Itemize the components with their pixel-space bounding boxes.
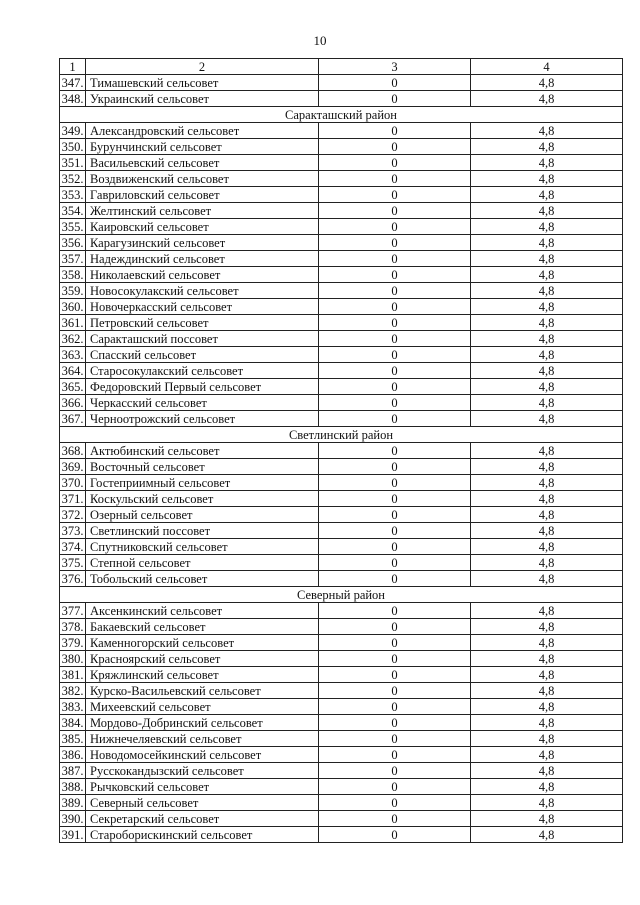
municipality-name: Русскокандызский сельсовет [86, 763, 319, 779]
value-col-3: 0 [319, 731, 471, 747]
value-col-4: 4,8 [471, 651, 623, 667]
value-col-4: 4,8 [471, 555, 623, 571]
row-number: 380. [60, 651, 86, 667]
value-col-3: 0 [319, 331, 471, 347]
table-row [60, 667, 623, 683]
value-col-4: 4,8 [471, 539, 623, 555]
row-number: 382. [60, 683, 86, 699]
municipality-name: Спасский сельсовет [86, 347, 319, 363]
value-col-4: 4,8 [471, 667, 623, 683]
value-col-3: 0 [319, 283, 471, 299]
value-col-3: 0 [319, 155, 471, 171]
value-col-4: 4,8 [471, 635, 623, 651]
municipality-name: Тобольский сельсовет [86, 571, 319, 587]
municipality-name: Актюбинский сельсовет [86, 443, 319, 459]
value-col-4: 4,8 [471, 747, 623, 763]
header-cell-3: 3 [319, 59, 471, 75]
value-col-4: 4,8 [471, 251, 623, 267]
table-row [60, 763, 623, 779]
row-number: 362. [60, 331, 86, 347]
section-title: Северный район [60, 587, 623, 603]
value-col-3: 0 [319, 443, 471, 459]
section-title: Светлинский район [60, 427, 623, 443]
table-row [60, 747, 623, 763]
row-number: 389. [60, 795, 86, 811]
table-row [60, 395, 623, 411]
value-col-3: 0 [319, 379, 471, 395]
value-col-4: 4,8 [471, 683, 623, 699]
value-col-3: 0 [319, 555, 471, 571]
row-number: 366. [60, 395, 86, 411]
row-number: 370. [60, 475, 86, 491]
municipality-name: Староборискинский сельсовет [86, 827, 319, 843]
value-col-3: 0 [319, 411, 471, 427]
value-col-4: 4,8 [471, 763, 623, 779]
table-row [60, 715, 623, 731]
table-row [60, 139, 623, 155]
table-row [60, 91, 623, 107]
table-row [60, 283, 623, 299]
value-col-4: 4,8 [471, 347, 623, 363]
row-number: 347. [60, 75, 86, 91]
value-col-4: 4,8 [471, 123, 623, 139]
row-number: 348. [60, 91, 86, 107]
table-row [60, 779, 623, 795]
municipality-name: Кряжлинский сельсовет [86, 667, 319, 683]
value-col-3: 0 [319, 715, 471, 731]
municipality-name: Украинский сельсовет [86, 91, 319, 107]
table-row [60, 363, 623, 379]
value-col-4: 4,8 [471, 91, 623, 107]
municipality-name: Коскульский сельсовет [86, 491, 319, 507]
table-row [60, 491, 623, 507]
municipality-name: Спутниковский сельсовет [86, 539, 319, 555]
header-cell-2: 2 [86, 59, 319, 75]
row-number: 384. [60, 715, 86, 731]
municipality-name: Тимашевский сельсовет [86, 75, 319, 91]
value-col-3: 0 [319, 795, 471, 811]
value-col-4: 4,8 [471, 779, 623, 795]
municipality-name: Каменногорский сельсовет [86, 635, 319, 651]
row-number: 378. [60, 619, 86, 635]
value-col-3: 0 [319, 523, 471, 539]
value-col-3: 0 [319, 347, 471, 363]
value-col-3: 0 [319, 251, 471, 267]
municipality-name: Николаевский сельсовет [86, 267, 319, 283]
value-col-4: 4,8 [471, 507, 623, 523]
table-row [60, 811, 623, 827]
row-number: 374. [60, 539, 86, 555]
value-col-4: 4,8 [471, 155, 623, 171]
row-number: 372. [60, 507, 86, 523]
row-number: 352. [60, 171, 86, 187]
table-row [60, 443, 623, 459]
row-number: 375. [60, 555, 86, 571]
municipality-name: Михеевский сельсовет [86, 699, 319, 715]
section-row [60, 427, 623, 443]
row-number: 349. [60, 123, 86, 139]
value-col-3: 0 [319, 139, 471, 155]
row-number: 357. [60, 251, 86, 267]
municipality-name: Старосокулакский сельсовет [86, 363, 319, 379]
value-col-4: 4,8 [471, 283, 623, 299]
value-col-4: 4,8 [471, 379, 623, 395]
table-row [60, 571, 623, 587]
table-row [60, 251, 623, 267]
value-col-4: 4,8 [471, 219, 623, 235]
table-row [60, 155, 623, 171]
row-number: 351. [60, 155, 86, 171]
row-number: 390. [60, 811, 86, 827]
section-title: Саракташский район [60, 107, 623, 123]
header-cell-4: 4 [471, 59, 623, 75]
value-col-3: 0 [319, 363, 471, 379]
value-col-3: 0 [319, 171, 471, 187]
value-col-4: 4,8 [471, 299, 623, 315]
value-col-3: 0 [319, 571, 471, 587]
table-row [60, 235, 623, 251]
row-number: 386. [60, 747, 86, 763]
municipality-name: Гавриловский сельсовет [86, 187, 319, 203]
table-row [60, 379, 623, 395]
table-row [60, 507, 623, 523]
value-col-4: 4,8 [471, 75, 623, 91]
row-number: 363. [60, 347, 86, 363]
table-row [60, 219, 623, 235]
value-col-4: 4,8 [471, 475, 623, 491]
row-number: 385. [60, 731, 86, 747]
municipality-name: Бурунчинский сельсовет [86, 139, 319, 155]
municipality-name: Восточный сельсовет [86, 459, 319, 475]
municipality-name: Рычковский сельсовет [86, 779, 319, 795]
row-number: 358. [60, 267, 86, 283]
value-col-3: 0 [319, 75, 471, 91]
value-col-3: 0 [319, 235, 471, 251]
table-row [60, 315, 623, 331]
value-col-4: 4,8 [471, 459, 623, 475]
value-col-4: 4,8 [471, 267, 623, 283]
value-col-3: 0 [319, 203, 471, 219]
row-number: 369. [60, 459, 86, 475]
row-number: 356. [60, 235, 86, 251]
municipality-name: Федоровский Первый сельсовет [86, 379, 319, 395]
value-col-4: 4,8 [471, 203, 623, 219]
municipality-name: Черкасский сельсовет [86, 395, 319, 411]
municipality-name: Новочеркасский сельсовет [86, 299, 319, 315]
row-number: 354. [60, 203, 86, 219]
municipality-name: Аксенкинский сельсовет [86, 603, 319, 619]
row-number: 368. [60, 443, 86, 459]
municipality-name: Мордово-Добринский сельсовет [86, 715, 319, 731]
table-row [60, 699, 623, 715]
table-row [60, 683, 623, 699]
table-row [60, 539, 623, 555]
header-cell-1: 1 [60, 59, 86, 75]
row-number: 359. [60, 283, 86, 299]
municipality-name: Саракташский поссовет [86, 331, 319, 347]
municipality-name: Александровский сельсовет [86, 123, 319, 139]
value-col-3: 0 [319, 459, 471, 475]
table-row [60, 731, 623, 747]
row-number: 353. [60, 187, 86, 203]
value-col-4: 4,8 [471, 619, 623, 635]
value-col-4: 4,8 [471, 523, 623, 539]
row-number: 367. [60, 411, 86, 427]
table-header-row [60, 59, 623, 75]
table-row [60, 827, 623, 843]
municipality-name: Нижнечеляевский сельсовет [86, 731, 319, 747]
value-col-3: 0 [319, 267, 471, 283]
table-row [60, 347, 623, 363]
municipality-name: Новодомосейкинский сельсовет [86, 747, 319, 763]
value-col-3: 0 [319, 491, 471, 507]
value-col-3: 0 [319, 651, 471, 667]
value-col-3: 0 [319, 187, 471, 203]
value-col-3: 0 [319, 699, 471, 715]
value-col-3: 0 [319, 667, 471, 683]
value-col-4: 4,8 [471, 603, 623, 619]
value-col-4: 4,8 [471, 187, 623, 203]
value-col-4: 4,8 [471, 715, 623, 731]
table-row [60, 459, 623, 475]
value-col-4: 4,8 [471, 811, 623, 827]
table-row [60, 299, 623, 315]
value-col-3: 0 [319, 635, 471, 651]
value-col-3: 0 [319, 747, 471, 763]
municipality-name: Степной сельсовет [86, 555, 319, 571]
value-col-3: 0 [319, 123, 471, 139]
row-number: 381. [60, 667, 86, 683]
row-number: 379. [60, 635, 86, 651]
municipality-name: Бакаевский сельсовет [86, 619, 319, 635]
municipality-name: Каировский сельсовет [86, 219, 319, 235]
table-row [60, 619, 623, 635]
municipality-name: Северный сельсовет [86, 795, 319, 811]
value-col-4: 4,8 [471, 443, 623, 459]
value-col-4: 4,8 [471, 139, 623, 155]
value-col-4: 4,8 [471, 571, 623, 587]
table-row [60, 635, 623, 651]
value-col-4: 4,8 [471, 235, 623, 251]
municipality-name: Карагузинский сельсовет [86, 235, 319, 251]
page-number: 10 [313, 33, 327, 48]
table-row [60, 475, 623, 491]
row-number: 383. [60, 699, 86, 715]
municipality-name: Петровский сельсовет [86, 315, 319, 331]
value-col-3: 0 [319, 603, 471, 619]
municipality-name: Красноярский сельсовет [86, 651, 319, 667]
value-col-3: 0 [319, 811, 471, 827]
municipality-name: Озерный сельсовет [86, 507, 319, 523]
value-col-4: 4,8 [471, 363, 623, 379]
row-number: 350. [60, 139, 86, 155]
value-col-4: 4,8 [471, 411, 623, 427]
table-row [60, 795, 623, 811]
row-number: 355. [60, 219, 86, 235]
value-col-3: 0 [319, 827, 471, 843]
municipality-name: Новосокулакский сельсовет [86, 283, 319, 299]
table-row [60, 555, 623, 571]
municipality-name: Васильевский сельсовет [86, 155, 319, 171]
table-row [60, 203, 623, 219]
table-row [60, 75, 623, 91]
row-number: 391. [60, 827, 86, 843]
value-col-3: 0 [319, 683, 471, 699]
municipality-name: Секретарский сельсовет [86, 811, 319, 827]
value-col-3: 0 [319, 219, 471, 235]
value-col-3: 0 [319, 539, 471, 555]
value-col-3: 0 [319, 395, 471, 411]
municipality-name: Воздвиженский сельсовет [86, 171, 319, 187]
value-col-4: 4,8 [471, 315, 623, 331]
value-col-4: 4,8 [471, 699, 623, 715]
table-row [60, 603, 623, 619]
value-col-4: 4,8 [471, 827, 623, 843]
row-number: 376. [60, 571, 86, 587]
row-number: 377. [60, 603, 86, 619]
value-col-3: 0 [319, 763, 471, 779]
section-row [60, 587, 623, 603]
municipality-name: Надеждинский сельсовет [86, 251, 319, 267]
value-col-4: 4,8 [471, 491, 623, 507]
row-number: 365. [60, 379, 86, 395]
table-row [60, 123, 623, 139]
row-number: 361. [60, 315, 86, 331]
table-row [60, 267, 623, 283]
row-number: 371. [60, 491, 86, 507]
table-body [60, 75, 623, 843]
municipality-name: Желтинский сельсовет [86, 203, 319, 219]
table-row [60, 523, 623, 539]
table-row [60, 171, 623, 187]
table-row [60, 411, 623, 427]
row-number: 364. [60, 363, 86, 379]
value-col-4: 4,8 [471, 795, 623, 811]
row-number: 387. [60, 763, 86, 779]
row-number: 388. [60, 779, 86, 795]
municipality-name: Светлинский поссовет [86, 523, 319, 539]
value-col-3: 0 [319, 299, 471, 315]
municipality-name: Черноотрожский сельсовет [86, 411, 319, 427]
data-table [59, 58, 623, 843]
municipality-name: Курско-Васильевский сельсовет [86, 683, 319, 699]
value-col-3: 0 [319, 475, 471, 491]
value-col-4: 4,8 [471, 731, 623, 747]
value-col-3: 0 [319, 315, 471, 331]
value-col-4: 4,8 [471, 331, 623, 347]
value-col-3: 0 [319, 619, 471, 635]
value-col-3: 0 [319, 91, 471, 107]
value-col-4: 4,8 [471, 171, 623, 187]
table-row [60, 187, 623, 203]
value-col-3: 0 [319, 779, 471, 795]
section-row [60, 107, 623, 123]
row-number: 360. [60, 299, 86, 315]
municipality-name: Гостеприимный сельсовет [86, 475, 319, 491]
table-row [60, 651, 623, 667]
table-row [60, 331, 623, 347]
value-col-3: 0 [319, 507, 471, 523]
row-number: 373. [60, 523, 86, 539]
value-col-4: 4,8 [471, 395, 623, 411]
